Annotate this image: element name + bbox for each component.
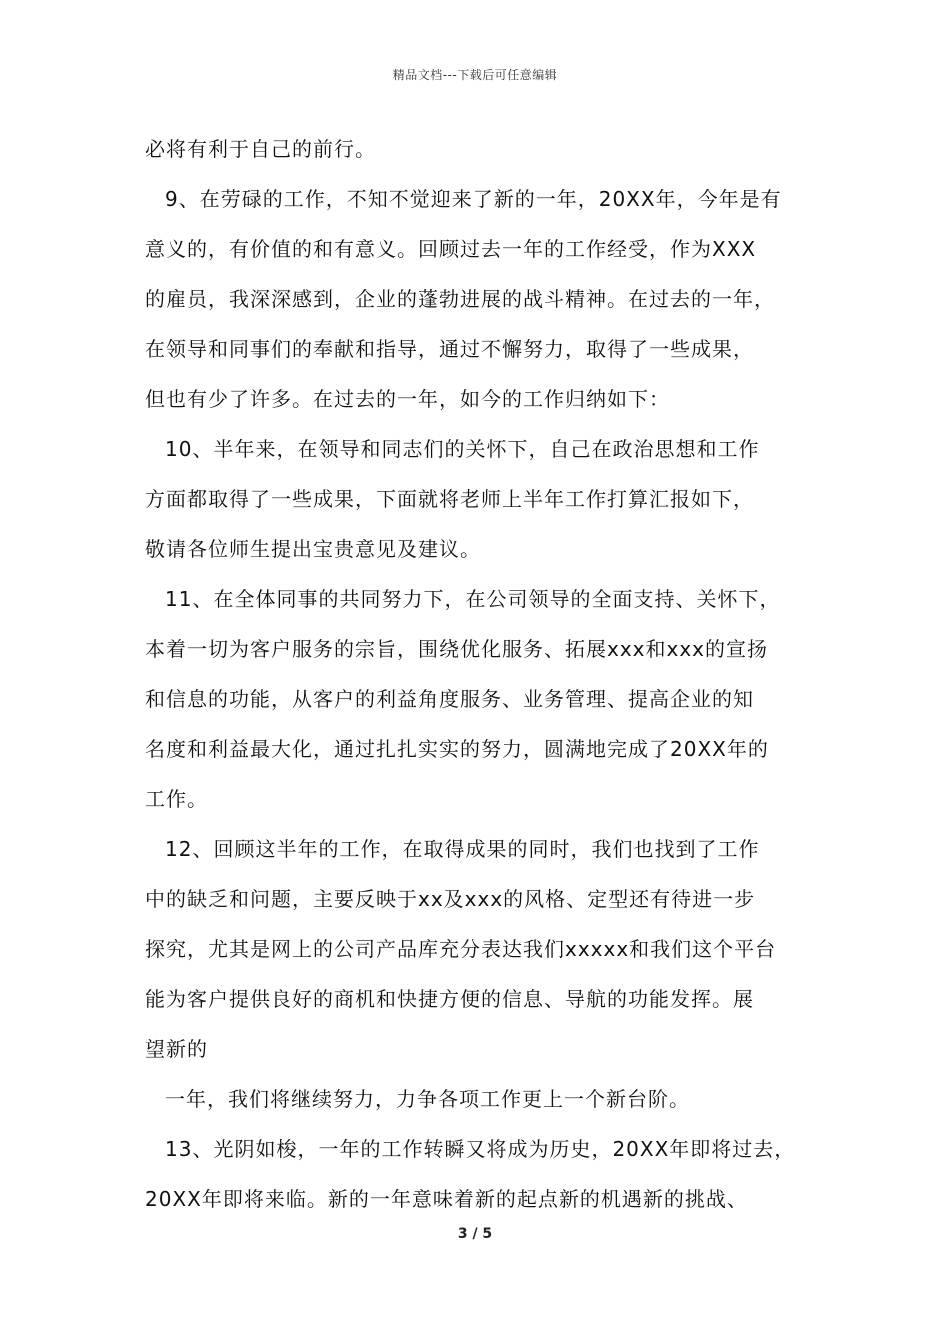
paragraph-12-first-line: 12、回顾这半年的工作，在取得成果的同时，我们也找到了工作: [165, 837, 760, 861]
text-line: 在领导和同事们的奉献和指导，通过不懈努力，取得了一些成果，: [145, 337, 754, 361]
text-line: 方面都取得了一些成果，下面就将老师上半年工作打算汇报如下，: [145, 487, 754, 511]
text-line: 20XX年即将来临。新的一年意味着新的起点新的机遇新的挑战、: [145, 1187, 748, 1211]
text-line: 但也有少了许多。在过去的一年，如今的工作归纳如下：: [145, 387, 670, 411]
text-line: 意义的，有价值的和有意义。回顾过去一年的工作经受，作为XXX: [145, 237, 757, 261]
text-line: 望新的: [145, 1037, 208, 1061]
text-line: 中的缺乏和问题，主要反映于xx及xxx的风格、定型还有待进一步: [145, 887, 756, 911]
text-line: 敬请各位师生提出宝贵意见及建议。: [145, 537, 481, 561]
text-line: 的雇员，我深深感到，企业的蓬勃进展的战斗精神。在过去的一年，: [145, 287, 775, 311]
document-body: [145, 124, 835, 1224]
paragraph-13-first-line: 13、光阴如梭，一年的工作转瞬又将成为历史，20XX年即将过去，: [165, 1137, 796, 1161]
page-number: 3 / 5: [457, 1226, 493, 1242]
text-line: 能为客户提供良好的商机和快捷方便的信息、导航的功能发挥。展: [145, 987, 754, 1011]
text-line: 名度和利益最大化，通过扎扎实实的努力，圆满地完成了20XX年的: [145, 737, 769, 761]
page-header: 精品文档---下载后可任意编辑: [392, 68, 558, 82]
text-line: 和信息的功能，从客户的利益角度服务、业务管理、提高企业的知: [145, 687, 754, 711]
text-line: 工作。: [145, 787, 208, 811]
paragraph-11-first-line: 11、在全体同事的共同努力下，在公司领导的全面支持、关怀下，: [165, 587, 781, 611]
paragraph-10-first-line: 10、半年来，在领导和同志们的关怀下，自己在政治思想和工作: [165, 437, 760, 461]
text-line: 一年，我们将继续努力，力争各项工作更上一个新台阶。: [165, 1087, 690, 1111]
paragraph-9-first-line: 9、在劳碌的工作，不知不觉迎来了新的一年，20XX年，今年是有: [165, 187, 782, 211]
text-line: 探究，尤其是网上的公司产品库充分表达我们xxxxx和我们这个平台: [145, 937, 777, 961]
text-line: 必将有利于自己的前行。: [145, 137, 376, 161]
text-line: 本着一切为客户服务的宗旨，围绕优化服务、拓展xxx和xxx的宣扬: [145, 637, 769, 661]
